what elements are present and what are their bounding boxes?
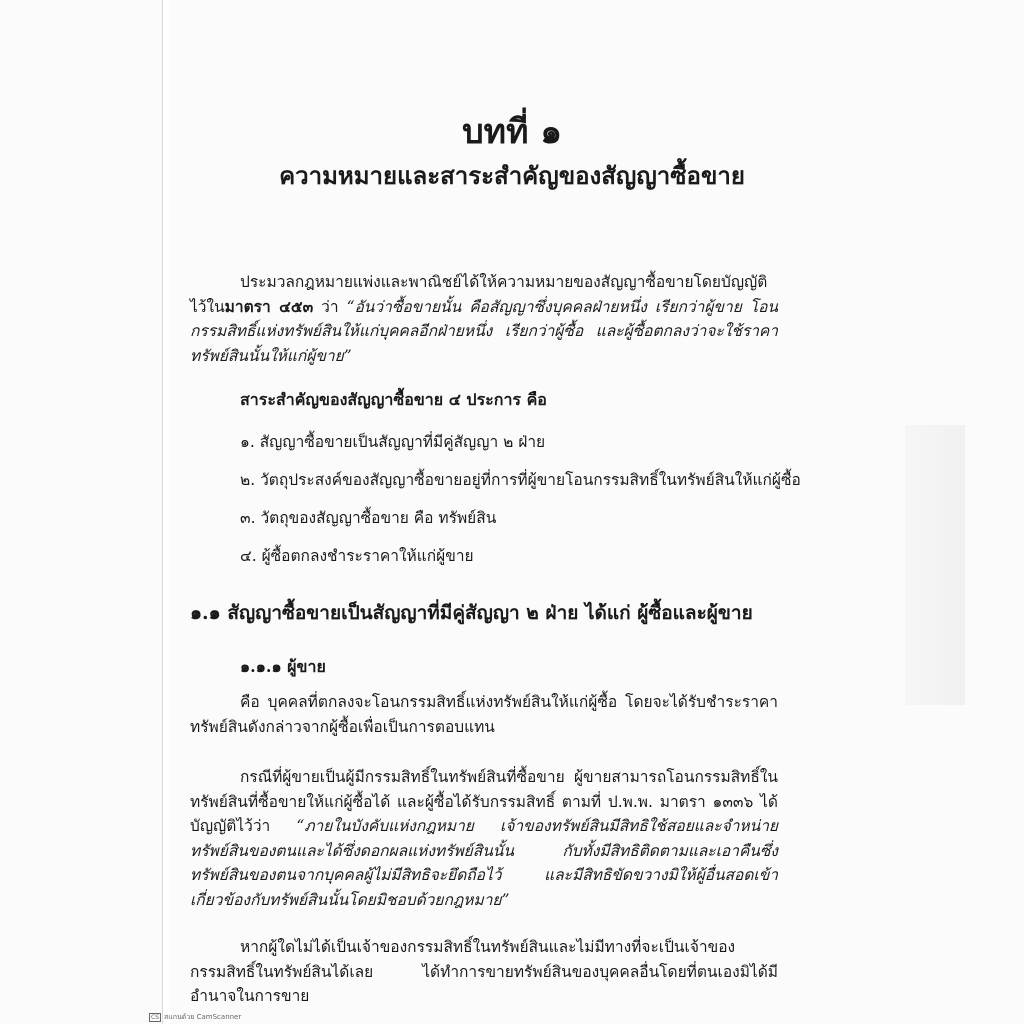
seller-definition-paragraph: คือ บุคคลที่ตกลงจะโอนกรรมสิทธิ์แห่งทรัพย์สินให้แก่ผู้ซื้อ โดยจะได้รับชำระราคาทรัพย์สินดังกล่าวจากผู้ซื้อเพื่อเป็นการตอบแทน: [190, 693, 778, 736]
intro-paragraph: [190, 270, 778, 368]
essential-item-1: ๑. สัญญาซื้อขายเป็นสัญญาที่มีคู่สัญญา ๒ ฝ่าย: [240, 433, 546, 451]
essentials-heading: สาระสำคัญของสัญญาซื้อขาย ๔ ประการ คือ: [240, 390, 547, 409]
scanner-text: สแกนด้วย CamScanner: [164, 1013, 242, 1021]
chapter-title: ความหมายและสาระสำคัญของสัญญาซื้อขาย: [279, 161, 745, 190]
scanner-logo: CS: [151, 1014, 159, 1021]
essential-item-3: ๓. วัตถุของสัญญาซื้อขาย คือ ทรัพย์สิน: [240, 509, 497, 527]
section-reference: มาตรา ๔๕๓: [224, 296, 314, 316]
essential-item-2: ๒. วัตถุประสงค์ของสัญญาซื้อขายอยู่ที่การที่ผู้ขายโอนกรรมสิทธิ์ในทรัพย์สินให้แก่ผู้ซื้อ: [240, 471, 801, 489]
intro-lead: ประมวลกฎหมายแพ่งและพาณิชย์ได้ให้ความหมายของสัญญาซื้อขายโดยบัญญัติไว้ใน: [190, 273, 768, 316]
section-heading: ๑.๑ สัญญาซื้อขายเป็นสัญญาที่มีคู่สัญญา ๒ ฝ่าย ได้แก่ ผู้ซื้อและผู้ขาย: [190, 602, 753, 624]
ownership-lead: กรณีที่ผู้ขายเป็นผู้มีกรรมสิทธิ์ในทรัพย์สินที่ซื้อขาย ผู้ขายสามารถโอนกรรมสิทธิ์ในทรัพย์สินที่ซื้อขายให้แก่ผู้ซื้อได้ และผู้ซื้อได้รับกรรมสิทธิ์ ตามที่ ป.พ.พ. มาตรา ๑๓๓๖ ได้บัญญัติไว้ว่า: [190, 768, 778, 835]
ownership-paragraph: [190, 765, 778, 912]
intro-says: ว่า: [313, 297, 347, 316]
chapter-number: บทที่ ๑: [462, 112, 562, 152]
essential-item-4: ๔. ผู้ซื้อตกลงชำระราคาให้แก่ผู้ขาย: [240, 547, 474, 565]
ownership-quote: “ภายในบังคับแห่งกฎหมาย เจ้าของทรัพย์สินมีสิทธิใช้สอยและจำหน่ายทรัพย์สินของตนและได้ซึ่งดอกผลแห่งทรัพย์สินนั้น กับทั้งมีสิทธิติดตามและเอาคืนซึ่งทรัพย์สินของตนจากบุคคลผู้ไม่มีสิทธิจะยึดถือไว้ และมีสิทธิขัดขวางมิให้ผู้อื่นสอดเข้าเกี่ยวข้องกับทรัพย์สินนั้นโดยมิชอบด้วยกฎหมาย”: [190, 817, 778, 909]
non-owner-paragraph: หากผู้ใดไม่ได้เป็นเจ้าของกรรมสิทธิ์ในทรัพย์สินและไม่มีทางที่จะเป็นเจ้าของกรรมสิทธิ์ในทรัพย์สินได้เลย ได้ทำการขายทรัพย์สินของบุคคลอื่นโดยที่ตนเองมิได้มีอำนาจในการขาย: [190, 938, 778, 1005]
scanner-watermark: [149, 1012, 241, 1023]
bleed-through-shadow: [905, 425, 965, 705]
intro-quote: “อันว่าซื้อขายนั้น คือสัญญาซึ่งบุคคลฝ่ายหนึ่ง เรียกว่าผู้ขาย โอนกรรมสิทธิ์แห่งทรัพย์สินให้แก่บุคคลอีกฝ่ายหนึ่ง เรียกว่าผู้ซื้อ และผู้ซื้อตกลงว่าจะใช้ราคาทรัพย์สินนั้นให้แก่ผู้ขาย”: [190, 297, 779, 365]
subsection-heading: ๑.๑.๑ ผู้ขาย: [240, 657, 326, 676]
